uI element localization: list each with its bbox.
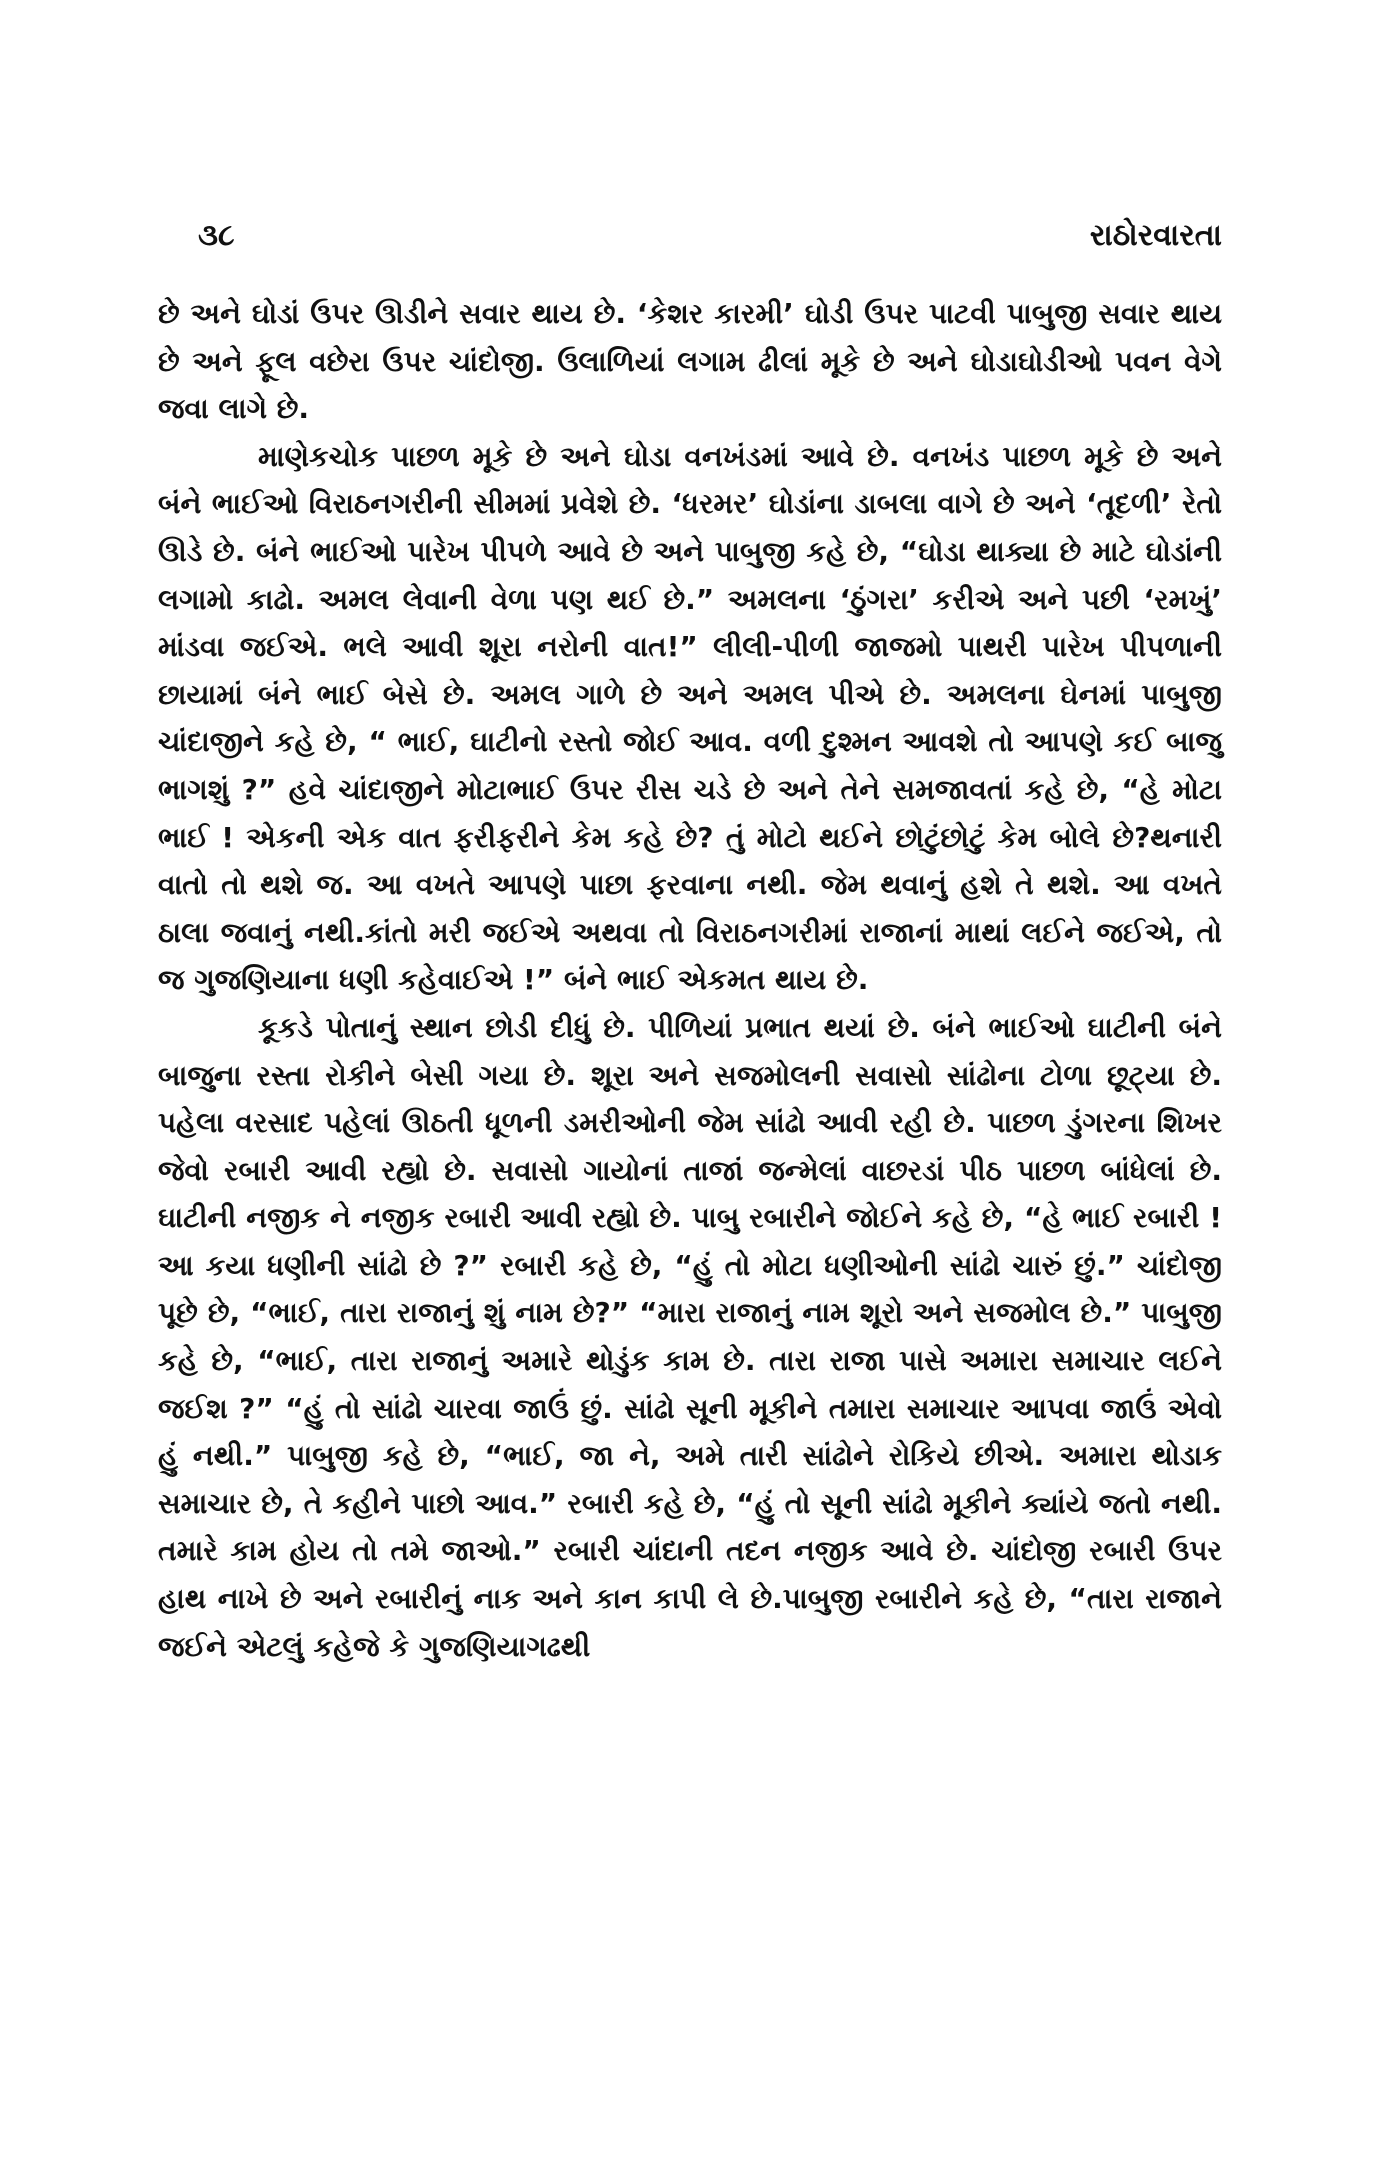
- paragraph: છે અને ઘોડાં ઉપર ઊડીને સવાર થાય છે. ‘કેશર કારમી’ ઘોડી ઉપર પાટવી પાબુજી સવાર થાય છે અને ફૂલ વછેરા ઉપર ચાંદોજી. ઉલાળિયાં લગામ ઢીલાં મૂકે છે અને ઘોડાઘોડીઓ પવન વેગે જવા લાગે છે.: [158, 297, 1222, 426]
- page-header: [198, 218, 1222, 258]
- running-title: રાઠોરવારતા: [1089, 218, 1222, 253]
- paragraph: કૂકડે પોતાનું સ્થાન છોડી દીધું છે. પીળિયાં પ્રભાત થયાં છે. બંને ભાઈઓ ઘાટીની બંને બાજુના રસ્તા રોકીને બેસી ગયા છે. શૂરા અને સજમોલની સવાસો સાંઢોના ટોળા છૂટ્યા છે. પહેલા વરસાદ પહેલાં ઊઠતી ધૂળની ડમરીઓની જેમ સાંઢો આવી રહી છે. પાછળ ડુંગરના શિખર જેવો રબારી આવી રહ્યો છે. સવાસો ગાયોનાં તાજાં જન્મેલાં વાછરડાં પીઠ પાછળ બાંધેલાં છે. ઘાટીની નજીક ને નજીક રબારી આવી રહ્યો છે. પાબુ રબારીને જોઈને કહે છે, “હે ભાઈ રબારી ! આ કયા ધણીની સાંઢો છે ?” રબારી કહે છે, “હું તો મોટા ધણીઓની સાંઢો ચારું છું.” ચાંદોજી પૂછે છે, “ભાઈ, તારા રાજાનું શું નામ છે?” “મારા રાજાનું નામ શૂરો અને સજમોલ છે.” પાબુજી કહે છે, “ભાઈ, તારા રાજાનું અમારે થોડુંક કામ છે. તારા રાજા પાસે અમારા સમાચાર લઈને જઈશ ?” “હું તો સાંઢો ચારવા જાઉં છું. સાંઢો સૂની મૂકીને તમારા સમાચાર આપવા જાઉં એવો હું નથી.” પાબુજી કહે છે, “ભાઈ, જા ને, અમે તારી સાંઢોને રોકિયે છીએ. અમારા થોડાક સમાચાર છે, તે કહીને પાછો આવ.” રબારી કહે છે, “હું તો સૂની સાંઢો મૂકીને ક્યાંયે જતો નથી. તમારે કામ હોય તો તમે જાઓ.” રબારી ચાંદાની તદન નજીક આવે છે. ચાંદોજી રબારી ઉપર હાથ નાખે છે અને રબારીનું નાક અને કાન કાપી લે છે.પાબુજી રબારીને કહે છે, “તારા રાજાને જઈને એટલું કહેજે કે ગુજણિયાગઢથી: [158, 1010, 1222, 1663]
- page-number: ૩૮: [198, 218, 235, 253]
- paragraph: માણેકચોક પાછળ મૂકે છે અને ઘોડા વનખંડમાં આવે છે. વનખંડ પાછળ મૂકે છે અને બંને ભાઈઓ વિરાઠનગરીની સીમમાં પ્રવેશે છે. ‘ધરમર’ ઘોડાંના ડાબલા વાગે છે અને ‘તૂદળી’ રેતો ઊડે છે. બંને ભાઈઓ પારેખ પીપળે આવે છે અને પાબુજી કહે છે, “ઘોડા થાક્યા છે માટે ઘોડાંની લગામો કાઢો. અમલ લેવાની વેળા પણ થઈ છે.” અમલના ‘ઠુંગરા’ કરીએ અને પછી ‘રમખું’ માંડવા જઈએ. ભલે આવી શૂરા નરોની વાત!” લીલી-પીળી જાજમો પાથરી પારેખ પીપળાની છાયામાં બંને ભાઈ બેસે છે. અમલ ગાળે છે અને અમલ પીએ છે. અમલના ઘેનમાં પાબુજી ચાંદાજીને કહે છે, “ ભાઈ, ઘાટીનો રસ્તો જોઈ આવ. વળી દુશ્મન આવશે તો આપણે કઈ બાજુ ભાગશું ?” હવે ચાંદાજીને મોટાભાઈ ઉપર રીસ ચડે છે અને તેને સમજાવતાં કહે છે, “હે મોટા ભાઈ ! એકની એક વાત ફરીફરીને કેમ કહે છે? તું મોટો થઈને છોટુંછોટું કેમ બોલે છે?થનારી વાતો તો થશે જ. આ વખતે આપણે પાછા ફરવાના નથી. જેમ થવાનું હશે તે થશે. આ વખતે ઠાલા જવાનું નથી.કાંતો મરી જઈએ અથવા તો વિરાઠનગરીમાં રાજાનાં માથાં લઈને જઈએ, તો જ ગુજણિયાના ધણી કહેવાઈએ !” બંને ભાઈ એકમત થાય છે.: [158, 439, 1222, 997]
- body-text: [158, 290, 1222, 1670]
